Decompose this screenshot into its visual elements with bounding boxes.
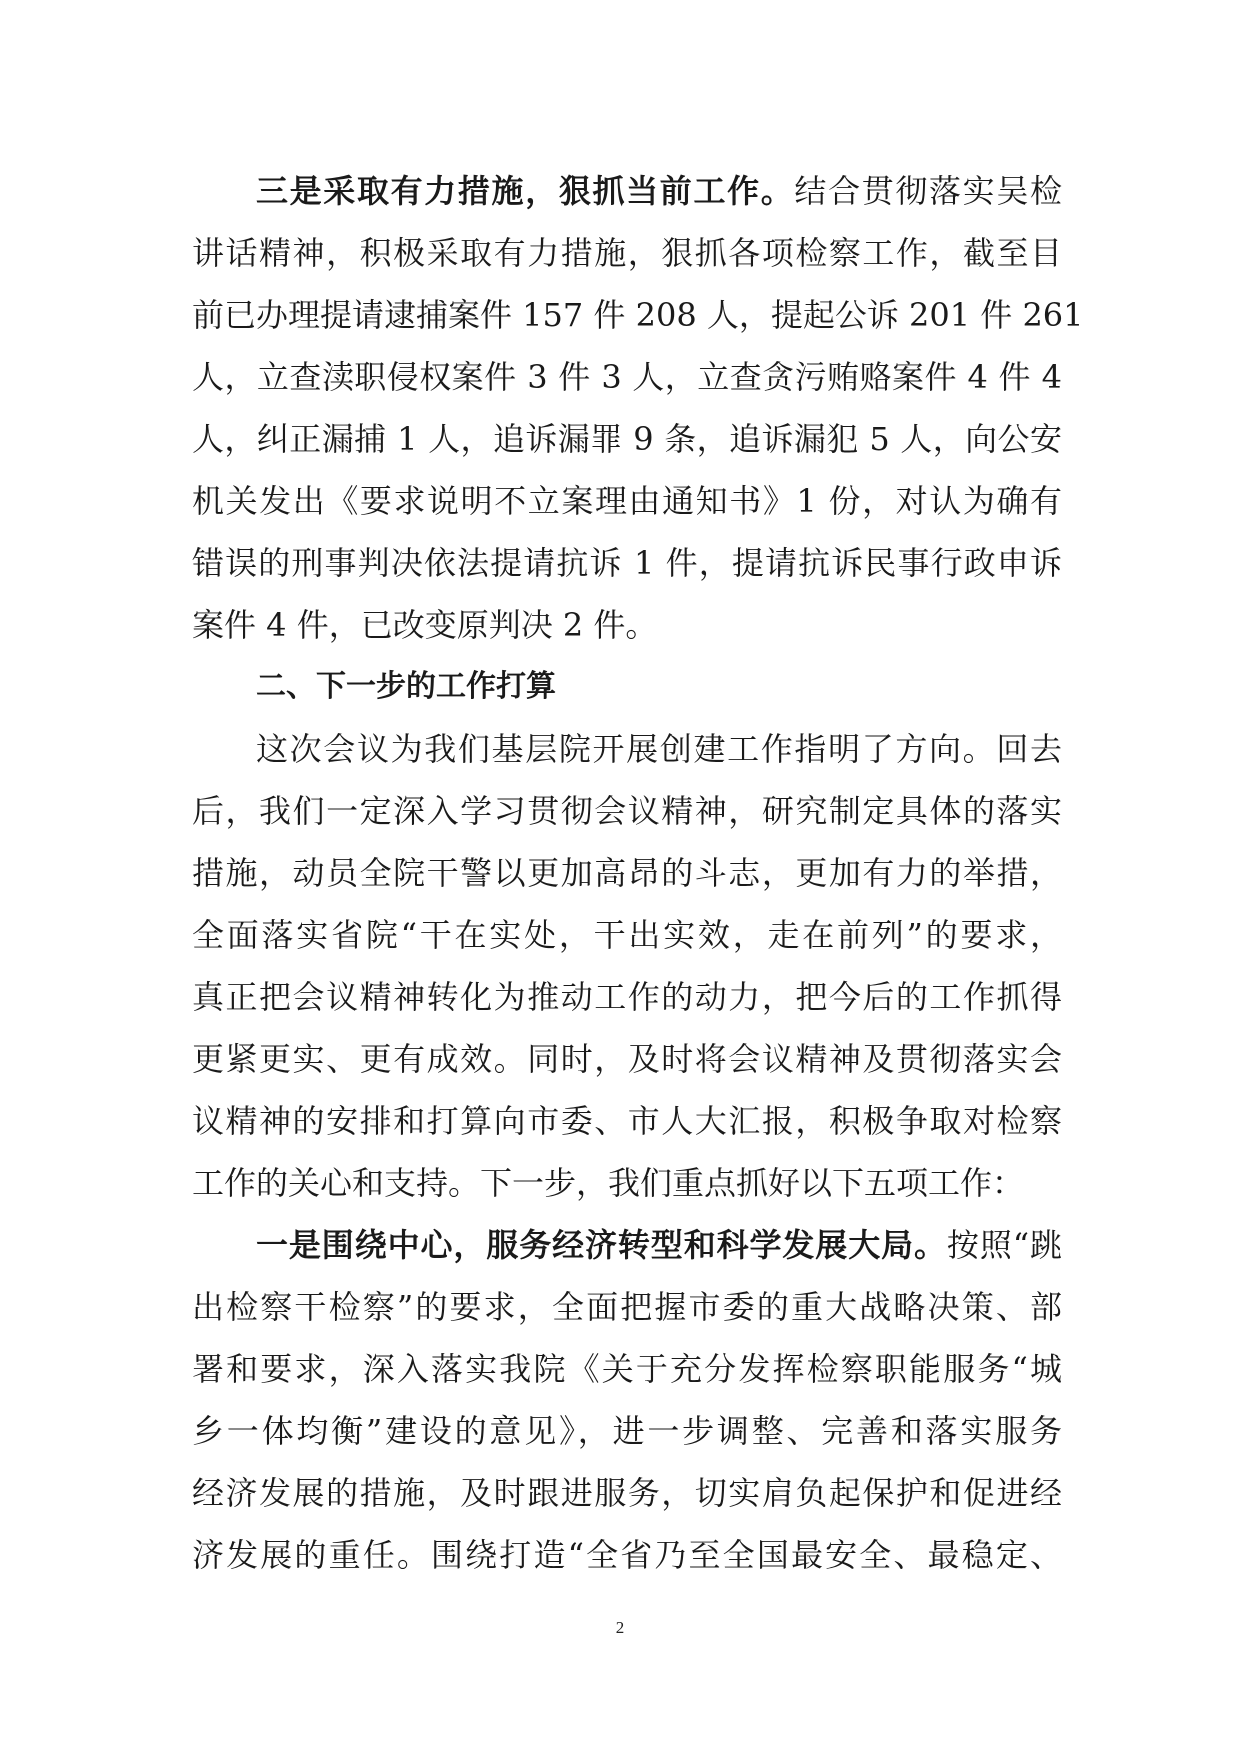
paragraph-3-line-3: 署和要求，深入落实我院《关于充分发挥检察职能服务“城 xyxy=(192,1350,1062,1388)
paragraph-1-line-7: 错误的刑事判决依法提请抗诉 1 件，提请抗诉民事行政申诉 xyxy=(192,544,1062,582)
paragraph-1-text: 结合贯彻落实吴检 xyxy=(794,172,1062,210)
paragraph-3-line-2: 出检察干检察”的要求，全面把握市委的重大战略决策、部 xyxy=(192,1288,1062,1326)
paragraph-3-text: 按照“跳 xyxy=(946,1226,1062,1264)
section-heading: 二、下一步的工作打算 xyxy=(256,669,556,704)
paragraph-2-line-1: 这次会议为我们基层院开展创建工作指明了方向。回去 xyxy=(256,730,1062,768)
paragraph-1-line-1 xyxy=(192,160,1062,222)
paragraph-1-line-5: 人，纠正漏捕 1 人，追诉漏罪 9 条，追诉漏犯 5 人，向公安 xyxy=(192,420,1062,458)
paragraph-1-line-4: 人，立查渎职侵权案件 3 件 3 人，立查贪污贿赂案件 4 件 4 xyxy=(192,358,1062,396)
paragraph-3-line-4: 乡一体均衡”建设的意见》，进一步调整、完善和落实服务 xyxy=(192,1412,1062,1450)
paragraph-3-lead: 一是围绕中心，服务经济转型和科学发展大局。 xyxy=(256,1226,947,1264)
paragraph-2-line-8: 工作的关心和支持。下一步，我们重点抓好以下五项工作： xyxy=(192,1164,1025,1202)
paragraph-3-line-5: 经济发展的措施，及时跟进服务，切实肩负起保护和促进经 xyxy=(192,1474,1062,1512)
paragraph-2-line-6: 更紧更实、更有成效。同时，及时将会议精神及贯彻落实会 xyxy=(192,1040,1062,1078)
paragraph-1-line-8: 案件 4 件，已改变原判决 2 件。 xyxy=(192,606,658,644)
body-text xyxy=(192,160,1084,1586)
paragraph-2-line-7: 议精神的安排和打算向市委、市人大汇报，积极争取对检察 xyxy=(192,1102,1062,1140)
paragraph-1-line-2: 讲话精神，积极采取有力措施，狠抓各项检察工作，截至目 xyxy=(192,234,1062,272)
paragraph-3-line-6: 济发展的重任。围绕打造“全省乃至全国最安全、最稳定、 xyxy=(192,1536,1062,1574)
paragraph-1-line-3: 前已办理提请逮捕案件 157 件 208 人，提起公诉 201 件 261 xyxy=(192,296,1084,334)
paragraph-3-line-1 xyxy=(192,1214,1062,1276)
paragraph-1-lead: 三是采取有力措施，狠抓当前工作。 xyxy=(256,172,795,210)
paragraph-2-line-2: 后，我们一定深入学习贯彻会议精神，研究制定具体的落实 xyxy=(192,792,1062,830)
page-number: 2 xyxy=(615,1618,625,1637)
paragraph-2-line-5: 真正把会议精神转化为推动工作的动力，把今后的工作抓得 xyxy=(192,978,1062,1016)
paragraph-2-line-3: 措施，动员全院干警以更加高昂的斗志，更加有力的举措， xyxy=(192,854,1062,892)
paragraph-2-line-4: 全面落实省院“干在实处，干出实效，走在前列”的要求， xyxy=(192,916,1062,954)
paragraph-1-line-6: 机关发出《要求说明不立案理由通知书》1 份，对认为确有 xyxy=(192,482,1062,520)
